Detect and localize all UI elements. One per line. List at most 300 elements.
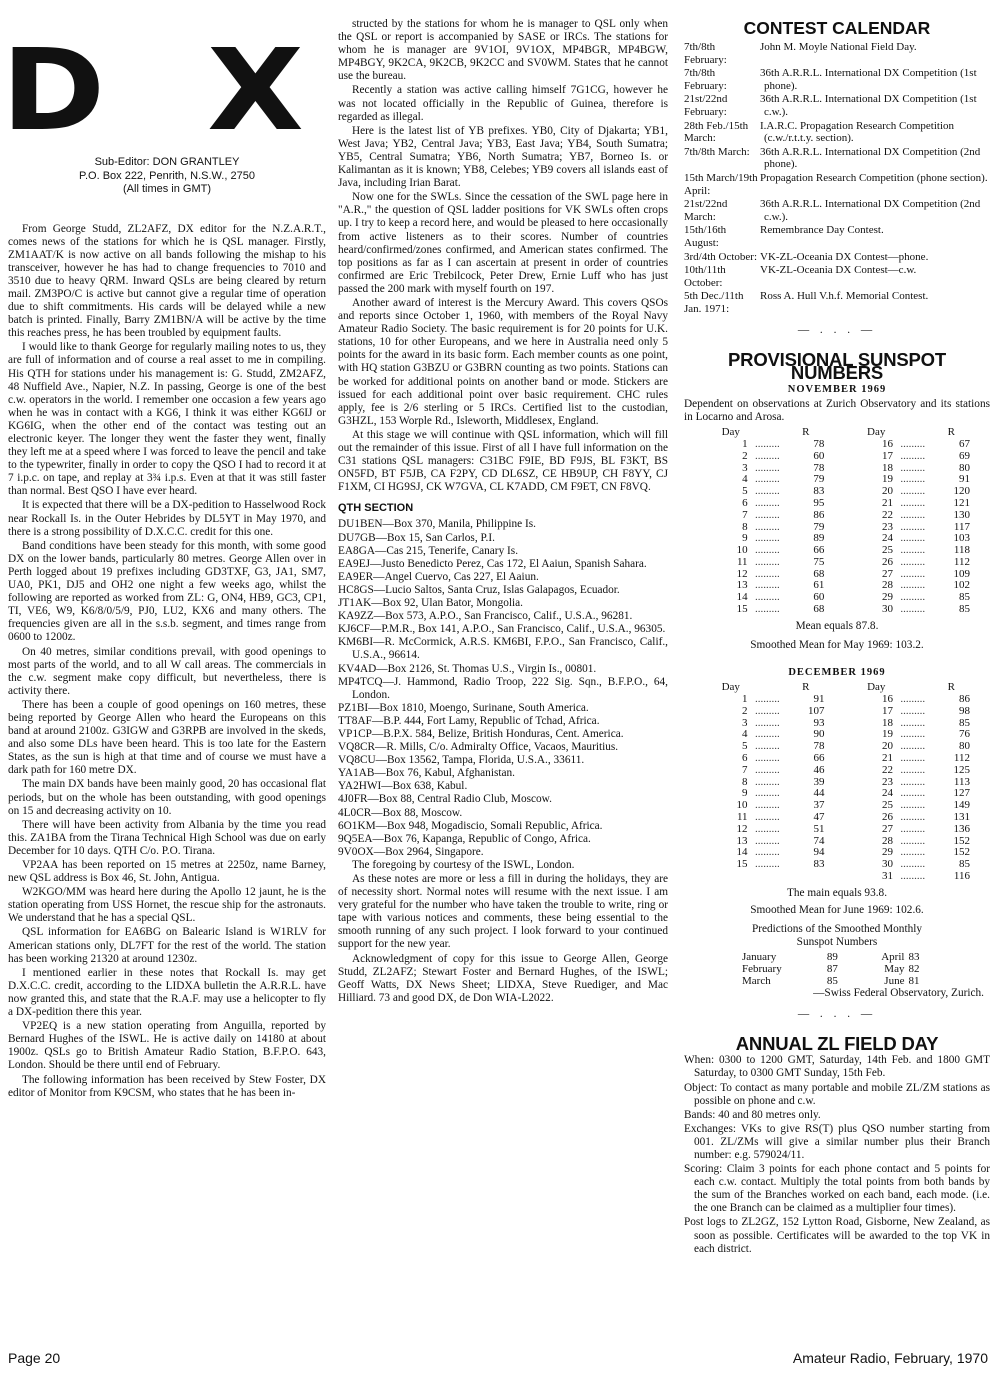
paragraph: structed by the stations for whom he is manager to QSL only when the QSL or report is accompanied by SASE or IRCs. The stations for whom he is manager are 9V1OI, 9V1OX, MP4BGR, MP4BGW, MP4BGY, 9K2CA, 9K2CB, 9K2CC and SV0WM. States that he cannot use the bureau. <box>338 18 668 83</box>
qth-entry: VP1CP—B.P.X. 584, Belize, British Honduras, Cent. America. <box>338 727 624 740</box>
col-header-day: Day <box>721 426 740 439</box>
table-row <box>714 451 970 463</box>
day-cell: 24 <box>881 532 893 545</box>
col-header-r: R <box>802 426 810 439</box>
editor-line: Sub-Editor: DON GRANTLEY <box>94 156 240 168</box>
leader-dots: ......... <box>754 716 780 729</box>
table-row <box>714 474 970 486</box>
table-row <box>714 694 970 706</box>
r-cell: 117 <box>953 520 970 533</box>
day-cell: 6 <box>742 751 748 764</box>
day-cell: 24 <box>882 787 893 800</box>
prediction-row <box>742 963 932 975</box>
table-row <box>714 463 970 475</box>
paragraph: At this stage we will continue with QSL information, which will fill out the remainder of this issue. First of all I have full information on the C31 stations QSL managers: C31BC F9IE, BD F9JS, BL F3KT, BS ON5FD, BT F5JB, CA F2PY, CD DL6SZ, CE HB9UP, CH F8YY, CJ F1XM, CI HG9SJ, CK W7GVA, CL K7ADD, CM F9ET, CN F8VQ. <box>338 428 668 494</box>
contest-row <box>684 172 990 197</box>
day-cell: 27 <box>882 822 893 835</box>
r-cell: 85 <box>959 858 970 871</box>
contest-row <box>684 93 990 118</box>
r-cell: 98 <box>959 704 970 717</box>
day-cell: 18 <box>882 716 893 729</box>
contest-date: 21st/22nd February: <box>684 93 728 119</box>
day-cell: 22 <box>881 508 893 521</box>
r-cell: 93 <box>813 716 825 729</box>
times-line: (All times in GMT) <box>123 183 211 195</box>
r-cell: 80 <box>959 740 970 753</box>
leader-dots: ......... <box>900 485 926 498</box>
leader-dots: ......... <box>754 473 780 486</box>
table-row <box>714 836 970 848</box>
day-cell: 9 <box>742 787 748 800</box>
december-mean: The main equals 93.8. <box>786 886 888 899</box>
r-cell: 79 <box>813 520 825 533</box>
col-header-r: R <box>947 681 955 694</box>
r-cell: 131 <box>953 810 970 823</box>
table-row <box>714 486 970 498</box>
r-cell: 66 <box>813 751 825 764</box>
day-cell: 3 <box>742 716 748 729</box>
day-cell: 23 <box>882 775 893 788</box>
paragraph: From George Studd, ZL2AFZ, DX editor for the N.Z.A.R.T., comes news of the stations for which he is QSL manager. Firstly, ZM1AAT/K is now active on all bands following the mishap to his transceiver, however he has had to change frequencies to 7010 and 3510 due to heavy QRM. Inward QSLs are being cleared by return mail. ZM3PO/C is active but cannot give a regular time of operation due to shift commitments. His cards will be delayed while a new batch is printed. Finally, Barry ZM1BN/A will be active by the time this reaches press, he has been troubled by equipment faults. <box>8 222 326 340</box>
contest-date: 7th/8th March: <box>684 145 750 158</box>
dx-article-closing <box>338 859 668 1005</box>
contest-row <box>684 146 990 171</box>
r-cell: 68 <box>813 567 825 580</box>
paragraph: When: 0300 to 1200 GMT, Saturday, 14th Feb. and 1800 GMT Saturday, to 0300 GMT Sunday, 15th Feb. <box>684 1054 990 1080</box>
col-header-r: R <box>947 426 955 439</box>
day-cell: 22 <box>882 763 893 776</box>
contest-date: 21st/22nd March: <box>684 198 728 223</box>
r-cell: 103 <box>953 532 970 545</box>
r-cell: 113 <box>953 775 970 788</box>
r-cell: 61 <box>813 579 825 592</box>
leader-dots: ......... <box>900 555 926 568</box>
day-cell: 7 <box>742 508 748 521</box>
leader-dots: ......... <box>754 810 780 823</box>
paragraph: Acknowledgment of copy for this issue to George Allen, George Studd, ZL2AFZ; Stewart Foster and Bernard Hughes, of the ISWL; Geoff Watts, DX News Sheet; LIDXA, Steve Ruediger, and Mac Hilliard. 73 and good DX, de Don WIA-L2022. <box>338 952 668 1004</box>
col-header-r: R <box>802 681 810 694</box>
value: 85 <box>826 975 838 988</box>
day-cell: 10 <box>736 799 748 812</box>
leader-dots: ......... <box>900 858 926 871</box>
day-cell: 29 <box>882 846 893 859</box>
qth-section-heading: QTH SECTION <box>338 502 414 515</box>
magazine-footer: Amateur Radio, February, 1970 <box>792 1350 988 1366</box>
r-cell: 149 <box>953 799 970 812</box>
r-cell: 107 <box>807 704 825 717</box>
contest-row <box>684 67 990 92</box>
day-cell: 5 <box>742 485 748 498</box>
leader-dots: ......... <box>900 751 926 764</box>
paragraph: The following information has been received by Stew Foster, DX editor of Monitor from K9CSM, who states that he has been in- <box>8 1073 326 1099</box>
table-row <box>714 777 970 789</box>
leader-dots: ......... <box>900 496 926 509</box>
field-day-body <box>684 1054 990 1255</box>
r-cell: 47 <box>813 810 825 823</box>
table-row <box>714 604 970 616</box>
sunspot-intro: Dependent on observations at Zurich Observatory and its stations in Locarno and Arosa. <box>684 397 990 424</box>
day-cell: 1 <box>742 437 748 450</box>
paragraph: VP2AA has been reported on 15 metres at 2250z, name Barney, new QSL address is Box 46, St. John, Antigua. <box>8 859 326 885</box>
paragraph: Band conditions have been steady for this month, with some good DX on the lower bands, particularly 80 metres. George Allen over in Perth logged about 19 prefixes including GD3TXF, G3, JA1, SM7, UA0, PK1, DJ5 and OH2 one night a few weeks ago, whilst the following are reported as worked from ZL: G, ON4, HB9, GC3, CP1, TI, VE6, W9, K6/8/0/5/9, PJ0, LU2, KX6 and many others. The frequencies given are all in the s.s.b. segment, and times range from 0600 to 1200z. <box>8 539 326 644</box>
paragraph: There has been a couple of good openings on 160 metres, these being reported by George Allen who heard the Europeans on this band at around 2100z. G3IGW and G3RPB are involved in the skeds, and also some DLs have been heard. This is too late for the Eastern States, as the sun is high at that time and of course we must have a dark path for 160 metre DX. <box>8 698 326 777</box>
r-cell: 120 <box>953 485 970 498</box>
r-cell: 91 <box>813 692 825 705</box>
november-heading: NOVEMBER 1969 <box>787 383 887 395</box>
day-cell: 16 <box>881 437 893 450</box>
leader-dots: ......... <box>900 692 926 705</box>
day-cell: 28 <box>881 579 893 592</box>
day-cell: 23 <box>881 520 893 533</box>
paragraph: Bands: 40 and 80 metres only. <box>684 1108 821 1121</box>
november-table <box>714 427 970 616</box>
r-cell: 90 <box>813 728 825 741</box>
qth-entry: KV4AD—Box 2126, St. Thomas U.S., Virgin Is., 00801. <box>338 662 597 675</box>
day-cell: 15 <box>736 858 748 871</box>
dx-article-body <box>8 223 326 1100</box>
table-row <box>714 557 970 569</box>
contest-row <box>684 198 990 223</box>
december-heading: DECEMBER 1969 <box>788 667 886 679</box>
sunspot-heading: PROVISIONAL SUNSPOT NUMBERS <box>728 348 946 383</box>
table-row <box>714 439 970 451</box>
day-cell: 13 <box>736 579 748 592</box>
contest-row <box>684 290 990 315</box>
r-cell: 60 <box>813 449 825 462</box>
editor-block <box>8 156 326 197</box>
day-cell: 26 <box>882 810 893 823</box>
day-cell: 26 <box>881 555 893 568</box>
r-cell: 91 <box>959 473 970 486</box>
col-header-day: Day <box>867 426 886 439</box>
r-cell: 121 <box>953 496 970 509</box>
paragraph: Another award of interest is the Mercury Award. This covers QSOs and reports since October 1, 1960, with members of the Royal Navy Amateur Radio Society. The basic requirement is for 20 points for U.K. stations, 10 for other Europeans, and we here in Australia need only 5 points for the award in its basic form. Each member counts as one point, with HQ station G3BZU or G3BRN counting as two points. Stations can be worked for additional points on another band or mode. Stickers are issued for each additional point over basic requirement. CHC rules apply, fee is 2/6 sterling or 5 IRCs. Certified list to the custodian, G3HZL, 153 Worple Rd., Isleworth, Middlesex, England. <box>338 296 668 427</box>
contest-date: 7th/8th February: <box>684 67 727 92</box>
table-row <box>714 741 970 753</box>
leader-dots: ......... <box>900 728 926 741</box>
day-cell: 11 <box>736 810 748 823</box>
day-cell: 7 <box>742 763 748 776</box>
day-cell: 20 <box>882 740 893 753</box>
qth-entry: KJ6CF—P.M.R., Box 141, A.P.O., San Francisco, Calif., U.S.A., 96305. <box>338 623 666 636</box>
leader-dots: ......... <box>900 603 926 616</box>
leader-dots: ......... <box>754 787 780 800</box>
day-cell: 19 <box>882 728 893 741</box>
paragraph: On 40 metres, similar conditions prevail, with good openings to most parts of the world, and to all W call areas. The commercials in the c.w. segment make copy difficult, but nevertheless, there is activity there. <box>8 645 326 697</box>
leader-dots: ......... <box>900 869 926 882</box>
column-2 <box>338 18 668 1006</box>
value: 82 <box>908 963 920 976</box>
day-cell: 30 <box>881 603 893 616</box>
separator: — . . . — <box>797 323 877 336</box>
value: 87 <box>826 963 838 976</box>
leader-dots: ......... <box>754 449 780 462</box>
leader-dots: ......... <box>754 858 780 871</box>
day-cell: 2 <box>742 704 748 717</box>
qth-entry: PZ1BI—Box 1810, Moengo, Surinane, South America. <box>338 701 589 714</box>
table-row <box>714 510 970 522</box>
day-cell: 9 <box>742 532 748 545</box>
leader-dots: ......... <box>900 740 926 753</box>
r-cell: 79 <box>813 473 825 486</box>
qth-entry: DU1BEN—Box 370, Manila, Philippine Is. <box>338 518 537 531</box>
contest-event: Ross A. Hull V.h.f. Memorial Contest. <box>760 290 929 303</box>
page-number: Page 20 <box>8 1350 61 1366</box>
r-cell: 66 <box>813 544 825 557</box>
column-1 <box>1 18 333 1101</box>
column-3 <box>684 18 990 1257</box>
leader-dots: ......... <box>754 751 780 764</box>
table-row <box>714 522 970 534</box>
contest-date: 5th Dec./11th Jan. 1971: <box>684 290 744 315</box>
leader-dots: ......... <box>754 591 780 604</box>
qth-entry: DU7GB—Box 15, San Carlos, P.I. <box>338 531 495 544</box>
r-cell: 46 <box>813 763 825 776</box>
paragraph: Post logs to ZL2GZ, 152 Lytton Road, Gisborne, New Zealand, as soon as possible. Certificates will be awarded to the top VK in each district. <box>684 1216 990 1255</box>
r-cell: 127 <box>953 787 970 800</box>
paragraph: Here is the latest list of YB prefixes. YB0, City of Djakarta; YB1, West Java; YB2, Central Java; YB3, East Java; YB4, South Sumatra; YB5, Central Sumatra; YB6, North Sumatra; YB7, Borneo Is. or Kalimantan as it is known; YB8, Celebes; YB9 covers all islands east of Java, including Irian Barat. <box>338 124 668 190</box>
r-cell: 85 <box>959 591 970 604</box>
day-cell: 29 <box>881 591 893 604</box>
qth-entry: EA9EJ—Justo Benedicto Perez, Cas 172, El Aaiun, Spanish Sahara. <box>338 557 647 570</box>
contest-row <box>684 251 990 264</box>
table-row <box>714 812 970 824</box>
contest-event: VK-ZL-Oceania DX Contest—c.w. <box>760 264 917 277</box>
day-cell: 6 <box>742 496 748 509</box>
observatory-credit: —Swiss Federal Observatory, Zurich. <box>813 987 984 1000</box>
day-cell: 19 <box>881 473 893 486</box>
r-cell: 136 <box>953 822 970 835</box>
prediction-row <box>742 951 932 963</box>
day-cell: 12 <box>736 567 748 580</box>
leader-dots: ......... <box>754 740 780 753</box>
leader-dots: ......... <box>900 461 926 474</box>
qth-entry: EA8GA—Cas 215, Tenerife, Canary Is. <box>338 544 519 557</box>
qth-entry: 9V0OX—Box 2964, Singapore. <box>338 845 484 858</box>
paragraph: W2KGO/MM was heard here during the Apollo 12 jaunt, he is the station operating from USS Hornet, the rescue ship for the astronauts. We understand that he has a special QSL. <box>8 886 326 925</box>
table-row <box>714 580 970 592</box>
leader-dots: ......... <box>900 449 926 462</box>
leader-dots: ......... <box>900 591 926 604</box>
day-cell: 2 <box>742 449 748 462</box>
contest-event: VK-ZL-Oceania DX Contest—phone. <box>760 250 929 263</box>
day-cell: 20 <box>881 485 893 498</box>
contest-event: 36th A.R.R.L. International DX Competition (1st phone). <box>760 67 977 92</box>
leader-dots: ......... <box>900 810 926 823</box>
r-cell: 83 <box>813 485 825 498</box>
contest-event: Remembrance Day Contest. <box>760 224 884 237</box>
r-cell: 152 <box>953 834 970 847</box>
day-cell: 28 <box>882 834 893 847</box>
leader-dots: ......... <box>900 508 926 521</box>
r-cell: 83 <box>813 858 825 871</box>
leader-dots: ......... <box>900 716 926 729</box>
r-cell: 75 <box>813 555 825 568</box>
leader-dots: ......... <box>900 787 926 800</box>
paragraph: Object: To contact as many portable and mobile ZL/ZM stations as possible on phone and c.w. <box>684 1081 990 1107</box>
leader-dots: ......... <box>900 704 926 717</box>
paragraph: It is expected that there will be a DX-pedition to Hasselwood Rock near Rockall Is. in the Outer Hebrides by DL5YT in May 1970, and there is a strong possibility of D.X.C.C. credit for this one. <box>8 499 326 538</box>
predictions-table <box>742 951 932 987</box>
section-title: D X <box>1 26 333 156</box>
r-cell: 78 <box>813 461 825 474</box>
table-row <box>714 706 970 718</box>
leader-dots: ......... <box>754 728 780 741</box>
r-cell: 125 <box>953 763 970 776</box>
contest-event: John M. Moyle National Field Day. <box>760 41 917 54</box>
paragraph: VP2EQ is a new station operating from Anguilla, reported by Bernard Hughes of the ISWL. He is active daily on 14180 at about 1900z. QSLs go to British Amateur Radio Station, B.F.P.O. 643, London. Should be there until end of February. <box>8 1020 326 1072</box>
r-cell: 109 <box>953 567 970 580</box>
table-row <box>714 533 970 545</box>
day-cell: 27 <box>881 567 893 580</box>
r-cell: 94 <box>813 846 825 859</box>
qth-entry: 4J0FR—Box 88, Central Radio Club, Moscow. <box>338 793 552 806</box>
contest-event: 36th A.R.R.L. International DX Competition (1st c.w.). <box>760 93 977 119</box>
r-cell: 86 <box>813 508 825 521</box>
qth-list <box>338 518 668 858</box>
day-cell: 4 <box>742 728 748 741</box>
qth-entry: 6O1KM—Box 948, Mogadiscio, Somali Republic, Africa. <box>338 819 603 832</box>
day-cell: 8 <box>742 775 748 788</box>
r-cell: 80 <box>959 461 970 474</box>
december-table <box>714 682 970 883</box>
leader-dots: ......... <box>754 496 780 509</box>
day-cell: 8 <box>742 520 748 533</box>
leader-dots: ......... <box>754 544 780 557</box>
table-row <box>714 859 970 871</box>
r-cell: 69 <box>959 449 970 462</box>
table-row <box>714 718 970 730</box>
table-row <box>714 498 970 510</box>
leader-dots: ......... <box>754 508 780 521</box>
r-cell: 76 <box>959 728 970 741</box>
contest-event: 36th A.R.R.L. International DX Competition (2nd c.w.). <box>760 198 981 223</box>
r-cell: 78 <box>813 437 825 450</box>
leader-dots: ......... <box>900 532 926 545</box>
r-cell: 78 <box>813 740 825 753</box>
leader-dots: ......... <box>900 846 926 859</box>
table-header <box>714 682 970 694</box>
day-cell: 13 <box>736 834 748 847</box>
table-row <box>714 569 970 581</box>
r-cell: 130 <box>953 508 970 521</box>
r-cell: 74 <box>813 834 825 847</box>
table-row <box>714 765 970 777</box>
r-cell: 51 <box>813 822 825 835</box>
contest-date: 28th Feb./15th March: <box>684 119 749 145</box>
qth-entry: VQ8CU—Box 13562, Tampa, Florida, U.S.A., 33611. <box>338 754 585 767</box>
leader-dots: ......... <box>754 555 780 568</box>
leader-dots: ......... <box>900 763 926 776</box>
paragraph: Recently a station was active calling himself 7G1CG, however he was not located officially in the Republic of Guinea, therefore is regarded as illegal. <box>338 84 668 123</box>
r-cell: 118 <box>953 544 970 557</box>
day-cell: 17 <box>882 704 893 717</box>
contest-row <box>684 120 990 145</box>
value: 89 <box>826 951 838 964</box>
leader-dots: ......... <box>754 704 780 717</box>
contest-date: 15th/16th August: <box>684 224 727 249</box>
leader-dots: ......... <box>754 579 780 592</box>
qth-entry: JT1AK—Box 92, Ulan Bator, Mongolia. <box>338 597 523 610</box>
day-cell: 25 <box>882 799 893 812</box>
r-cell: 68 <box>813 603 825 616</box>
qth-entry: KA9ZZ—Box 573, A.P.O., San Francisco, Calif., U.S.A., 96281. <box>338 610 633 623</box>
leader-dots: ......... <box>754 485 780 498</box>
day-cell: 17 <box>881 449 893 462</box>
day-cell: 15 <box>736 603 748 616</box>
contest-row <box>684 224 990 249</box>
paragraph: Exchanges: VKs to give RS(T) plus QSO number starting from 001. ZL/ZMs will give a similar number plus their Branch number: e.g. 579024/11. <box>684 1122 990 1162</box>
qth-entry: VQ8CR—R. Mills, C/o. Admiralty Office, Vacaos, Mauritius. <box>338 741 619 754</box>
day-cell: 18 <box>881 461 893 474</box>
table-row <box>714 824 970 836</box>
leader-dots: ......... <box>900 799 926 812</box>
leader-dots: ......... <box>900 834 926 847</box>
leader-dots: ......... <box>754 567 780 580</box>
day-cell: 1 <box>742 692 748 705</box>
november-mean: Mean equals 87.8. <box>795 619 879 632</box>
day-cell: 25 <box>881 544 893 557</box>
leader-dots: ......... <box>754 834 780 847</box>
r-cell: 67 <box>959 437 970 450</box>
paragraph: As these notes are more or less a fill in during the holidays, they are of necessity short. Normal notes will resume with the next issue. I am very grateful for the number who have taken the trouble to write, ring or tape with various notices and comments, these being essential to the smooth running of any such project. I look forward to your continued support for the new year. <box>338 873 668 951</box>
contest-calendar-list <box>684 41 990 315</box>
value: 83 <box>908 951 920 964</box>
r-cell: 85 <box>959 603 970 616</box>
month: April <box>881 951 905 964</box>
day-cell: 12 <box>736 822 748 835</box>
november-smoothed: Smoothed Mean for May 1969: 103.2. <box>750 638 924 651</box>
table-row <box>714 729 970 741</box>
prediction-row <box>742 975 932 987</box>
paragraph: There will have been activity from Albania by the time you read this. ZA1BA from the Tirana Technical High School was due on early December for 10 days. QTH C/o. P.O. Tirana. <box>8 818 326 857</box>
month: January <box>742 951 777 964</box>
r-cell: 116 <box>953 869 970 882</box>
day-cell: 3 <box>742 461 748 474</box>
qth-entry: YA2HWI—Box 638, Kabul. <box>338 780 468 793</box>
r-cell: 152 <box>953 846 970 859</box>
contest-date: 3rd/4th October: <box>684 250 758 263</box>
r-cell: 37 <box>813 799 825 812</box>
contest-row <box>684 264 990 289</box>
paragraph: I would like to thank George for regularly mailing notes to us, they are full of information and of course a real asset to me in compiling. His QTH for stations under his management is: G. Studd, ZM2AFZ, 48 Nuffield Ave., Napier, N.Z. In passing, George is one of the best c.w. operators in the world. I remember one occasion a few years ago when he was in contact with a KG6, I think it was either KG6IJ or KG6IG, when the other end of the contact was testing out an electronic keyer. The longer they went the faster they went, finally they left me at a speed where I was forced to leave the pencil and take to the typewriter, finally in order to copy the QSO I had to record it at 7 i.p.c. on tape, and replay at 3¾ i.p.s. Even at that it was still faster than normal. Best QSO I have ever heard. <box>8 341 326 498</box>
december-smoothed: Smoothed Mean for June 1969: 102.6. <box>750 903 924 916</box>
leader-dots: ......... <box>754 846 780 859</box>
month: February <box>742 963 782 976</box>
day-cell: 11 <box>736 555 748 568</box>
day-cell: 30 <box>882 858 893 871</box>
value: 81 <box>908 975 920 988</box>
leader-dots: ......... <box>900 579 926 592</box>
contest-date: 15th March/19th April: <box>684 172 758 197</box>
contest-event: Propagation Research Competition (phone section). <box>760 172 988 185</box>
day-cell: 4 <box>742 473 748 486</box>
month: May <box>884 963 905 976</box>
r-cell: 102 <box>953 579 970 592</box>
field-day-heading: ANNUAL ZL FIELD DAY <box>735 1033 939 1055</box>
dx-article-continued <box>338 18 668 494</box>
leader-dots: ......... <box>754 437 780 450</box>
table-row <box>714 753 970 765</box>
r-cell: 95 <box>813 496 825 509</box>
qth-entry: EA9ER—Angel Cuervo, Cas 227, El Aaiun. <box>338 570 539 583</box>
month: March <box>742 975 771 988</box>
leader-dots: ......... <box>754 822 780 835</box>
leader-dots: ......... <box>754 461 780 474</box>
leader-dots: ......... <box>900 775 926 788</box>
r-cell: 39 <box>813 775 825 788</box>
table-row <box>714 592 970 604</box>
